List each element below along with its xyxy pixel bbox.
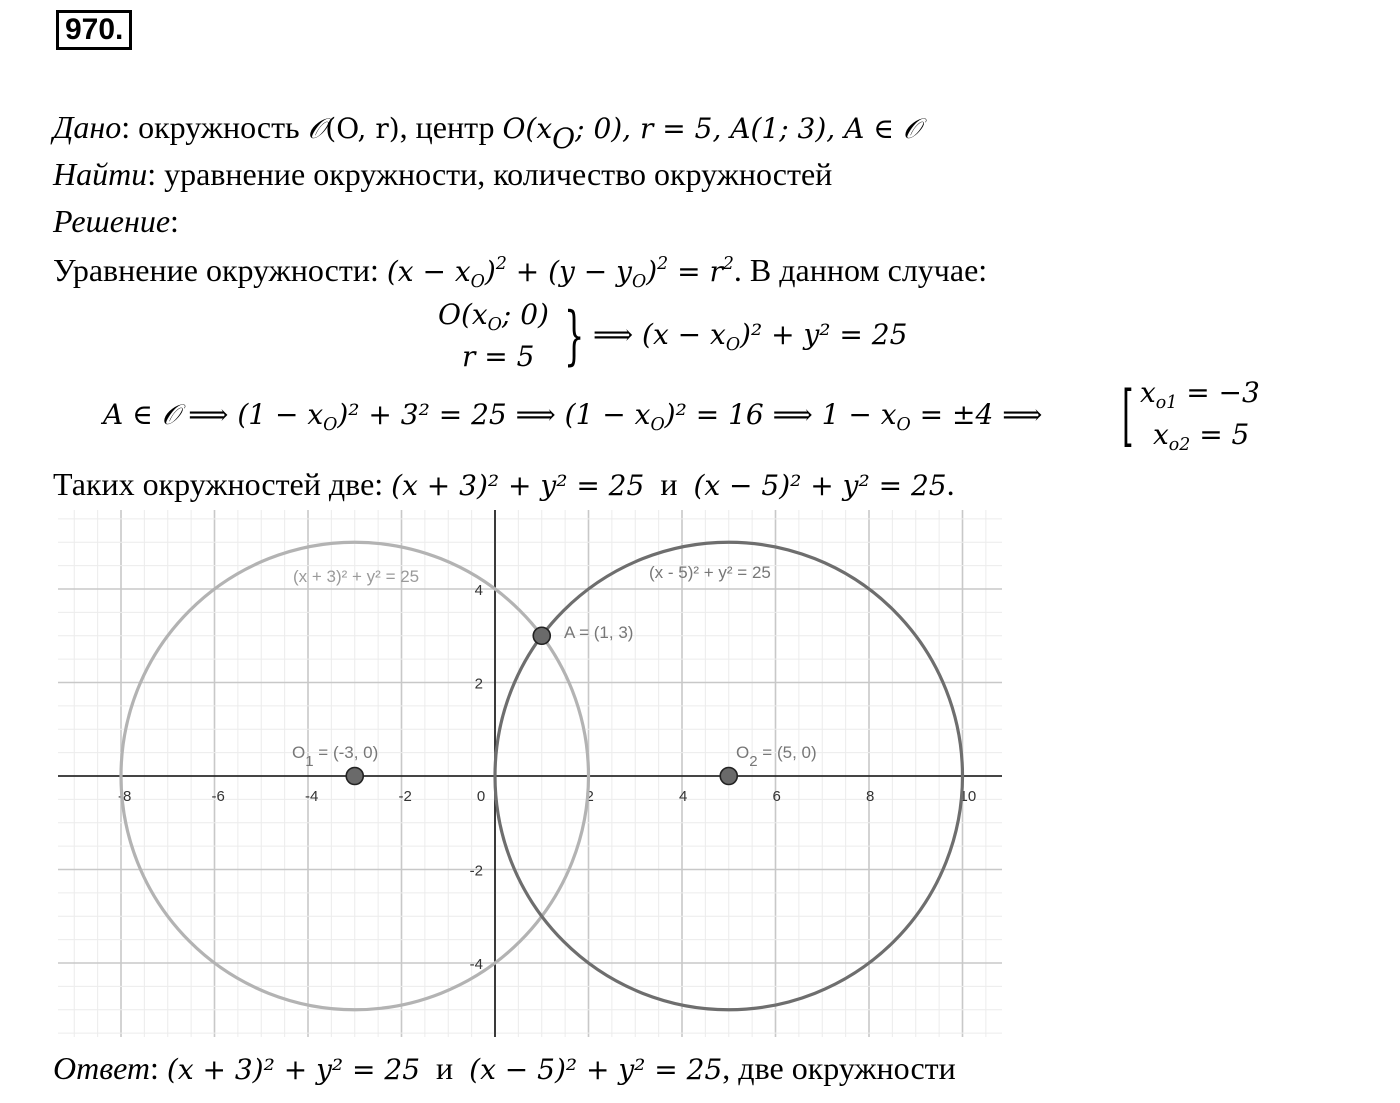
answer-tail: , две окружности bbox=[722, 1050, 956, 1086]
system-line1: $O(x_O$; 0) bbox=[438, 298, 549, 336]
system-brace: } bbox=[564, 299, 585, 373]
x-tick-label: -8 bbox=[118, 788, 132, 805]
solution-colon: : bbox=[170, 203, 179, 239]
equation-intro-text: Уравнение окружности: bbox=[53, 252, 387, 288]
x-tick-label: -2 bbox=[398, 788, 412, 805]
conclusion-and: и bbox=[660, 466, 678, 502]
answer-colon: : bbox=[150, 1050, 159, 1086]
given-circle-args: (O, r) bbox=[325, 112, 400, 145]
roots-bracket: [ bbox=[1122, 377, 1134, 454]
x-tick-label: 2 bbox=[585, 788, 594, 805]
answer-line bbox=[53, 1048, 956, 1090]
y-tick-label: 4 bbox=[474, 582, 483, 599]
system-line2: r = 5 bbox=[462, 340, 535, 373]
x-tick-label: -4 bbox=[305, 788, 319, 805]
point-label: O2 = (5, 0) bbox=[736, 743, 817, 770]
x-tick-label: 0 bbox=[476, 788, 486, 805]
x-tick-label: 6 bbox=[772, 788, 781, 805]
point-label: O1 = (-3, 0) bbox=[292, 743, 379, 770]
answer-eq2: (x − 5)² + y² = 25 bbox=[469, 1053, 723, 1086]
conclusion-eq1: (x + 3)² + y² = 25 bbox=[391, 469, 645, 502]
answer-label: Ответ bbox=[53, 1050, 150, 1086]
answer-eq1: (x + 3)² + y² = 25 bbox=[166, 1053, 421, 1086]
point-O2 bbox=[720, 768, 737, 785]
x-tick-label: -6 bbox=[211, 788, 225, 805]
derivation-line: A ∈ 𝒪 ⟹ $(1 - x_O)^2 + 3^2 = 25$ ⟹ $(1 - x_O)^2 = 16$ ⟹ $1 - x_O = \pm 4$ ⟹ bbox=[103, 398, 1043, 436]
given-center-text: , центр bbox=[399, 109, 503, 145]
given-center-sub: O bbox=[552, 121, 576, 155]
x-tick-label: 4 bbox=[679, 788, 688, 805]
given-center: O(x bbox=[502, 112, 553, 145]
x-tick-label: 8 bbox=[866, 788, 875, 805]
general-equation: $(x - x_O)^2 + (y - y_O)^2 = r^2$ bbox=[386, 253, 734, 293]
find-label: Найти bbox=[53, 156, 148, 192]
solution-label: Решение bbox=[53, 203, 171, 239]
y-tick-label: -2 bbox=[469, 862, 483, 880]
y-tick-label: 2 bbox=[474, 675, 483, 693]
point-A bbox=[533, 627, 550, 644]
point-label: A = (1, 3) bbox=[564, 623, 634, 642]
y-tick-label: -4 bbox=[469, 956, 483, 973]
circle-2-label: (x - 5)² + y² = 25 bbox=[649, 563, 771, 582]
conclusion-dot: . bbox=[946, 466, 955, 502]
find-text: : уравнение окружности, количество окружностей bbox=[147, 156, 833, 192]
x-tick-label: 10 bbox=[959, 788, 977, 805]
given-text: : окружность bbox=[121, 109, 308, 145]
given-center-tail: ; 0), r = 5, A(1; 3), A ∈ 𝒪 bbox=[575, 112, 921, 145]
problem-number: 970. bbox=[56, 10, 132, 50]
conclusion-text: Таких окружностей две: bbox=[53, 466, 392, 502]
system-result: ⟹ $(x - x_O)^2 + y^2 = 25$ bbox=[593, 318, 908, 356]
given-circle-symbol: 𝒪 bbox=[307, 112, 326, 145]
root2: $x_{o2} = 5$ bbox=[1153, 418, 1250, 456]
grid bbox=[58, 510, 1002, 1037]
root1: $x_{o1} = -3$ bbox=[1140, 376, 1260, 414]
conclusion-eq2: (x − 5)² + y² = 25 bbox=[693, 469, 947, 502]
given-label: Дано bbox=[53, 109, 122, 145]
equation-intro-tail: . В данном случае: bbox=[733, 252, 988, 288]
circle-1-label: (x + 3)² + y² = 25 bbox=[293, 567, 420, 586]
point-O1 bbox=[346, 768, 363, 785]
answer-and: и bbox=[436, 1050, 454, 1086]
